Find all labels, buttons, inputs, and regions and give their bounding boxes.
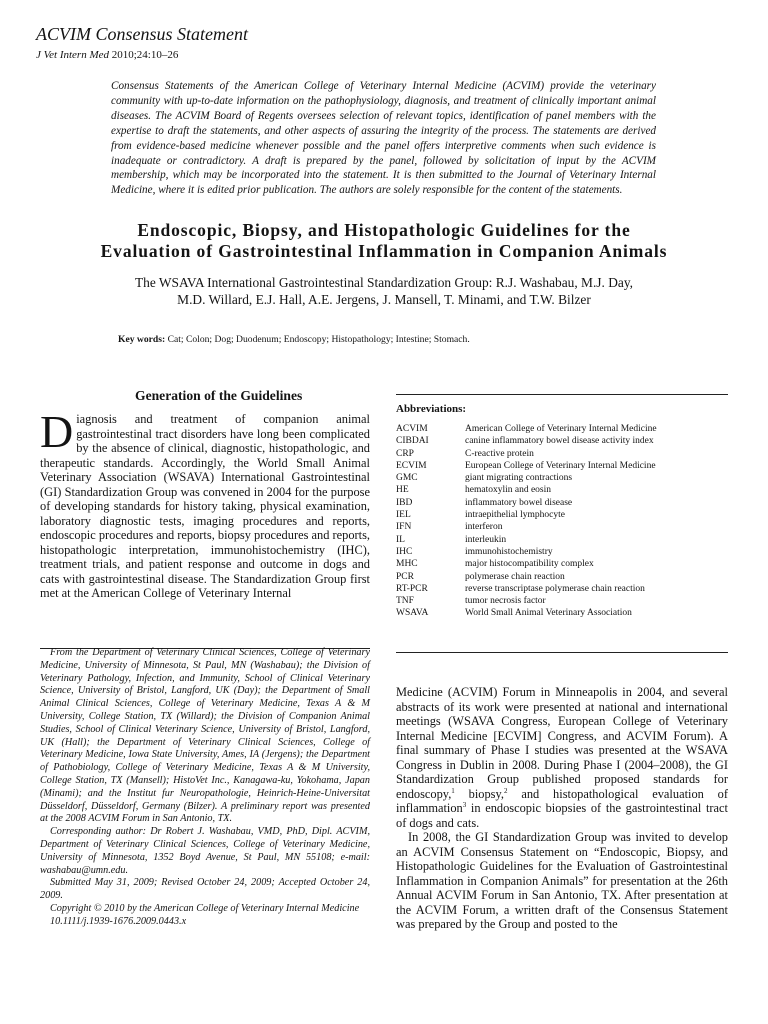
journal-name: J Vet Intern Med (36, 49, 109, 61)
abbreviation-description: European College of Veterinary Internal Medicine (465, 460, 656, 471)
text-segment: in endoscopic biopsies of the gastrointestinal tract of dogs and cats. (396, 801, 728, 830)
text-segment: and histopathological evaluation of inflammation (396, 786, 728, 815)
body-paragraph-3: In 2008, the GI Standardization Group was invited to develop an ACVIM Consensus Statement on “Endoscopic, Biopsy, and Histopathologic Guidelines for the Evaluation of Gastrointestinal Inflammation in Companion Animals” for presentation at the 26th Annual ACVIM Forum in San Antonio, TX. After presentation at the ACVIM Forum, a written draft of the Consensus Statement was prepared by the Group and posted to the (396, 830, 728, 931)
abbreviation-description: intraepithelial lymphocyte (465, 510, 565, 521)
abbreviation-code: IEL (396, 510, 411, 521)
abbreviation-code: IL (396, 534, 405, 545)
abbreviation-row (396, 472, 728, 484)
authors-line-2: M.D. Willard, E.J. Hall, A.E. Jergens, J. Mansell, T. Minami, and T.W. Bilzer (177, 292, 591, 307)
abbreviation-description: interferon (465, 522, 503, 533)
abbreviation-description: American College of Veterinary Internal Medicine (465, 424, 657, 434)
reference-3[interactable]: 3 (462, 800, 467, 809)
footnote-copyright: Copyright © 2010 by the American College of Veterinary Internal Medicine (50, 902, 360, 914)
section-heading: Generation of the Guidelines (135, 388, 303, 403)
abbreviation-row (396, 423, 728, 435)
abbreviations-title: Abbreviations: (396, 403, 467, 415)
abbreviation-row (396, 448, 728, 460)
journal-citation (36, 49, 178, 61)
journal-volume: 2010;24:10–26 (109, 49, 179, 61)
abbreviation-code: IFN (396, 522, 412, 533)
abbreviation-row (396, 583, 728, 595)
abbreviation-row (396, 607, 728, 619)
keywords-label: Key words: (118, 334, 166, 345)
footnote-doi: 10.1111/j.1939-1676.2009.0443.x (50, 915, 187, 927)
abbreviation-description: tumor necrosis factor (465, 596, 546, 607)
abbreviation-row (396, 509, 728, 521)
footnote-corresponding: Corresponding author: Dr Robert J. Washabau, VMD, PhD, Dipl. ACVIM, Department of Veterinary Clinical Sciences, College of Veterinary Medicine, University of Minnesota, 1352 Boyd Avenue, St Paul, MN 55108; e-mail: washabau@umn.edu. (40, 826, 370, 876)
footnote (40, 647, 370, 929)
consensus-intro: Consensus Statements of the American College of Veterinary Internal Medicine (ACVIM) provide the veterinary community with up-to-date information on the pathophysiology, diagnosis, and treatment of clinically important animal diseases. The ACVIM Board of Regents oversees selection of relevant topics, identification of panel members with the expertise to draft the statements, and other aspects of assuring the integrity of the process. The statements are derived from evidence-based medicine whenever possible and the panel offers interpretive comments when such evidence is inadequate or contradictory. A draft is prepared by the panel, followed by solicitation of input by the ACVIM membership, which may be incorporated into the statement. It is then submitted to the Journal of Veterinary Internal Medicine, where it is edited prior publication. The authors are solely responsible for the content of the statements. (111, 80, 656, 197)
title-line-2: Evaluation of Gastrointestinal Inflammation in Companion Animals (100, 241, 668, 261)
abbreviation-code: HE (396, 485, 409, 496)
abbreviation-code: TNF (396, 596, 414, 607)
abbreviation-description: reverse transcriptase polymerase chain reaction (465, 583, 645, 594)
abbreviation-description: World Small Animal Veterinary Association (465, 608, 632, 619)
abbreviation-code: GMC (396, 473, 418, 484)
abbreviation-description: major histocompatibility complex (465, 559, 594, 570)
abbreviation-row (396, 571, 728, 583)
abbreviation-description: C-reactive protein (465, 448, 534, 459)
abbreviation-code: CRP (396, 448, 414, 459)
keywords (118, 334, 718, 345)
article-title (40, 220, 728, 262)
abbreviation-code: PCR (396, 571, 414, 582)
abbreviation-code: IBD (396, 497, 413, 508)
abbreviations-top-rule (396, 394, 728, 395)
abbreviation-row (396, 534, 728, 546)
reference-1[interactable]: 1 (451, 786, 455, 795)
footnote-affiliations: From the Department of Veterinary Clinical Sciences, College of Veterinary Medicine, University of Minnesota, St Paul, MN (Washabau); the Division of Veterinary Pathology, Infection, and Immunity, School of Clinical Veterinary Science, University of Bristol, Langford, UK (Day); the Department of Small Animal Clinical Sciences, College of Veterinary Medicine, Texas A & M University, College Station, TX (Willard); the Division of Companion Animal Studies, School of Clinical Veterinary Science, University of Bristol, Langford, UK (Hall); the Department of Veterinary Clinical Sciences, College of Veterinary Medicine, Iowa State University, Ames, IA (Jergens); the Department of Pathobiology, College of Veterinary Medicine, Texas A & M University, College Station, TX (Mansell); HistoVet Inc., Kanagawa-ku, Yokohama, Japan (Minami); and the Institut fur Neuropathologie, Heinrich-Heine-Universitat Düsseldorf, Düsseldorf, Germany (Bilzer). A preliminary report was presented at the 2008 ACVIM Forum in San Antonio, TX. (40, 647, 370, 825)
abbreviation-row (396, 595, 728, 607)
abbreviation-description: giant migrating contractions (465, 473, 573, 484)
body-paragraph-1: iagnosis and treatment of companion animal gastrointestinal tract disorders have long been complicated by the absence of clinical, diagnostic, histopathologic, and therapeutic standards. Accordingly, the World Small Animal Veterinary Association (WSAVA) International Gastrointestinal (GI) Standardization Group was convened in 2004 for the purpose of developing standards for history taking, physical examination, laboratory diagnostic tests, imaging procedures and reports, endoscopic procedures and reports, biopsy procedures and reports, histopathologic interpretation, immunohistochemistry (IHC), treatment trials, and patient response and outcome in dogs and cats with gastrointestinal disease. The Standardization Group first met at the American College of Veterinary Internal (40, 412, 370, 600)
footnote-dates: Submitted May 31, 2009; Revised October 24, 2009; Accepted October 24, 2009. (40, 877, 370, 902)
text-segment: biopsy, (454, 786, 504, 801)
abbreviation-row (396, 460, 728, 472)
abbreviation-description: immunohistochemistry (465, 546, 553, 557)
abbreviations-list (396, 423, 728, 620)
abbreviation-code: ECVIM (396, 460, 427, 471)
abbreviation-description: interleukin (465, 534, 507, 545)
abbreviation-description: inflammatory bowel disease (465, 497, 573, 508)
abbreviation-row (396, 497, 728, 509)
abbreviation-row (396, 546, 728, 558)
abbreviation-code: CIBDAI (396, 436, 429, 447)
abbreviation-description: canine inflammatory bowel disease activity index (465, 436, 654, 447)
drop-cap: D (40, 406, 74, 457)
abbreviation-row (396, 435, 728, 447)
abbreviation-row (396, 558, 728, 570)
author-list (60, 274, 708, 308)
abbreviation-description: hematoxylin and eosin (465, 485, 552, 496)
text-segment: Medicine (ACVIM) Forum in Minneapolis in 2004, and several abstracts of its work were presented at national and international meetings (WSAVA Congress, European College of Veterinary Internal Medicine [ECVIM] Congress, and ACVIM Forum). A final summary of Phase I studies was presented at the WSAVA Congress in Dublin in 2008. During Phase I (2004–2008), the GI Standardization Group published proposed standards for endoscopy, (396, 685, 728, 801)
abbreviation-code: MHC (396, 559, 418, 570)
abbreviation-row (396, 521, 728, 533)
abbreviation-code: WSAVA (396, 608, 429, 619)
keywords-text: Cat; Colon; Dog; Duodenum; Endoscopy; Histopathology; Intestine; Stomach. (165, 334, 470, 345)
title-line-1: Endoscopic, Biopsy, and Histopathologic Guidelines for the (137, 220, 631, 240)
body-right-column (396, 685, 728, 932)
authors-line-1: The WSAVA International Gastrointestinal Standardization Group: R.J. Washabau, M.J. Day, (134, 275, 634, 290)
abbreviation-code: ACVIM (396, 424, 428, 434)
abbreviation-row (396, 484, 728, 496)
abbreviation-description: polymerase chain reaction (465, 571, 565, 582)
abbreviations-bottom-rule (396, 652, 728, 653)
body-paragraph-2 (396, 685, 728, 830)
reference-2[interactable]: 2 (503, 786, 508, 795)
abbreviation-code: IHC (396, 546, 413, 557)
abbreviation-code: RT-PCR (396, 583, 428, 594)
statement-type: ACVIM Consensus Statement (36, 24, 248, 44)
body-left-column (40, 406, 370, 601)
